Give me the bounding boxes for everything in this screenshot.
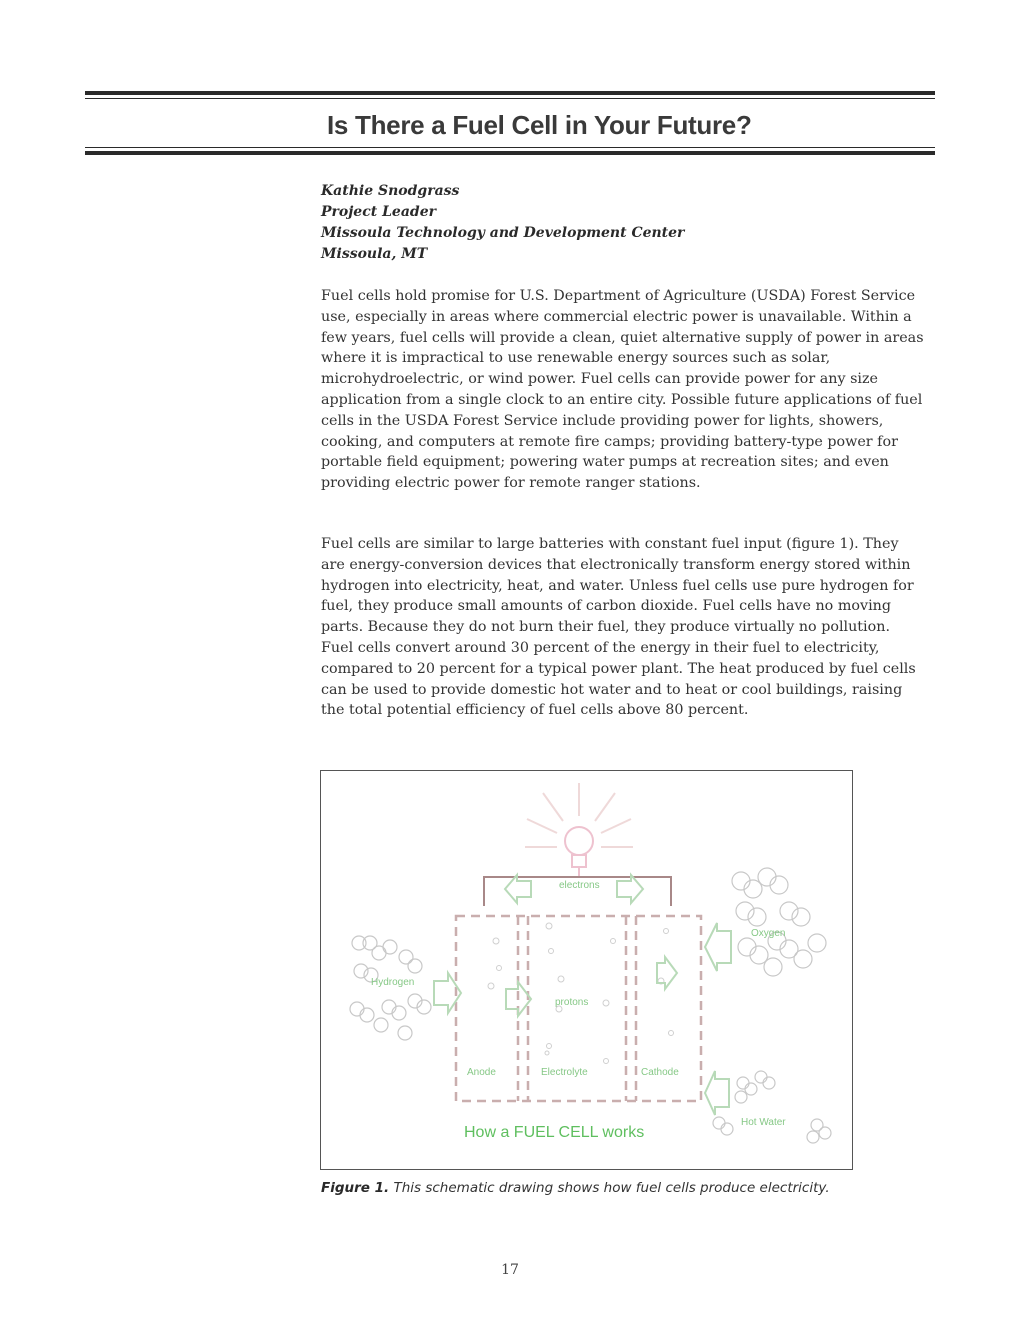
header-rule-bottom-thick — [85, 151, 935, 155]
author-role: Project Leader — [321, 204, 436, 220]
body-paragraph-1: Fuel cells hold promise for U.S. Department of Agriculture (USDA) Forest Service use, especially in areas where commercial electric power is unavailable. Within a few years, fuel cells will provide a clean, quiet alternative supply of power in areas where it is impractical to use renewable energy sources such as solar, microhydroelectric, or wind power. Fuel cells can provide power for any size application from a single clock to an entire city. Possible future applications of fuel cells in the USDA Forest Service include providing power for lights, showers, cooking, and computers at remote fire camps; providing battery-type power for portable field equipment; powering water pumps at recreation sites; and even providing electric power for remote ranger stations. — [321, 288, 924, 492]
label-hydrogen: Hydrogen — [371, 977, 415, 988]
author-organization: Missoula Technology and Development Center — [321, 225, 685, 241]
oxygen-molecules — [732, 868, 826, 976]
figure-caption-text: This schematic drawing shows how fuel cells produce electricity. — [393, 1180, 830, 1196]
page-number: 17 — [501, 1262, 519, 1278]
author-block — [321, 181, 921, 265]
header-rule-bottom-thin — [85, 147, 935, 148]
cell-particles — [488, 923, 674, 1064]
oxygen-inflow-arrow — [705, 923, 731, 971]
hot-water-outflow-arrow — [705, 1071, 729, 1115]
label-oxygen: Oxygen — [751, 928, 786, 939]
body-paragraph-2: Fuel cells are similar to large batteries with constant fuel input (figure 1). They are energy-conversion devices that electronically transform energy stored within hydrogen into electricity, heat, and water. Unless fuel cells use pure hydrogen for fuel, they produce small amounts of carbon dioxide. Fuel cells have no moving parts. Because they do not burn their fuel, they produce virtually no pollution. Fuel cells convert around 30 percent of the energy in their fuel to electricity, compared to 20 percent for a typical power plant. The heat produced by fuel cells can be used to provide domestic hot water and to heat or cool buildings, raising the total potential efficiency of fuel cells above 80 percent. — [321, 536, 916, 719]
label-protons: protons — [555, 997, 589, 1008]
light-bulb-icon — [565, 827, 593, 877]
label-cathode: Cathode — [641, 1067, 679, 1078]
light-rays — [525, 783, 633, 847]
author-name: Kathie Snodgrass — [321, 183, 460, 199]
water-molecules — [713, 1071, 831, 1143]
proton-flow-arrows — [506, 957, 677, 1016]
figure-caption — [321, 1178, 941, 1198]
figure-caption-label: Figure 1. — [321, 1180, 390, 1196]
label-hot-water: Hot Water — [741, 1117, 786, 1128]
figure-fuel-cell-diagram — [320, 770, 853, 1170]
figure-title: How a FUEL CELL works — [464, 1124, 645, 1141]
fuel-cell-schematic — [321, 771, 852, 1169]
label-anode: Anode — [467, 1067, 496, 1078]
author-location: Missoula, MT — [321, 246, 428, 262]
page-title: Is There a Fuel Cell in Your Future? — [327, 110, 752, 140]
header-rule-top-thick — [85, 91, 935, 95]
label-electrolyte: Electrolyte — [541, 1067, 588, 1078]
header-rule-top-thin — [85, 98, 935, 99]
hydrogen-molecules — [350, 936, 431, 1040]
label-electrons: electrons — [559, 880, 600, 891]
